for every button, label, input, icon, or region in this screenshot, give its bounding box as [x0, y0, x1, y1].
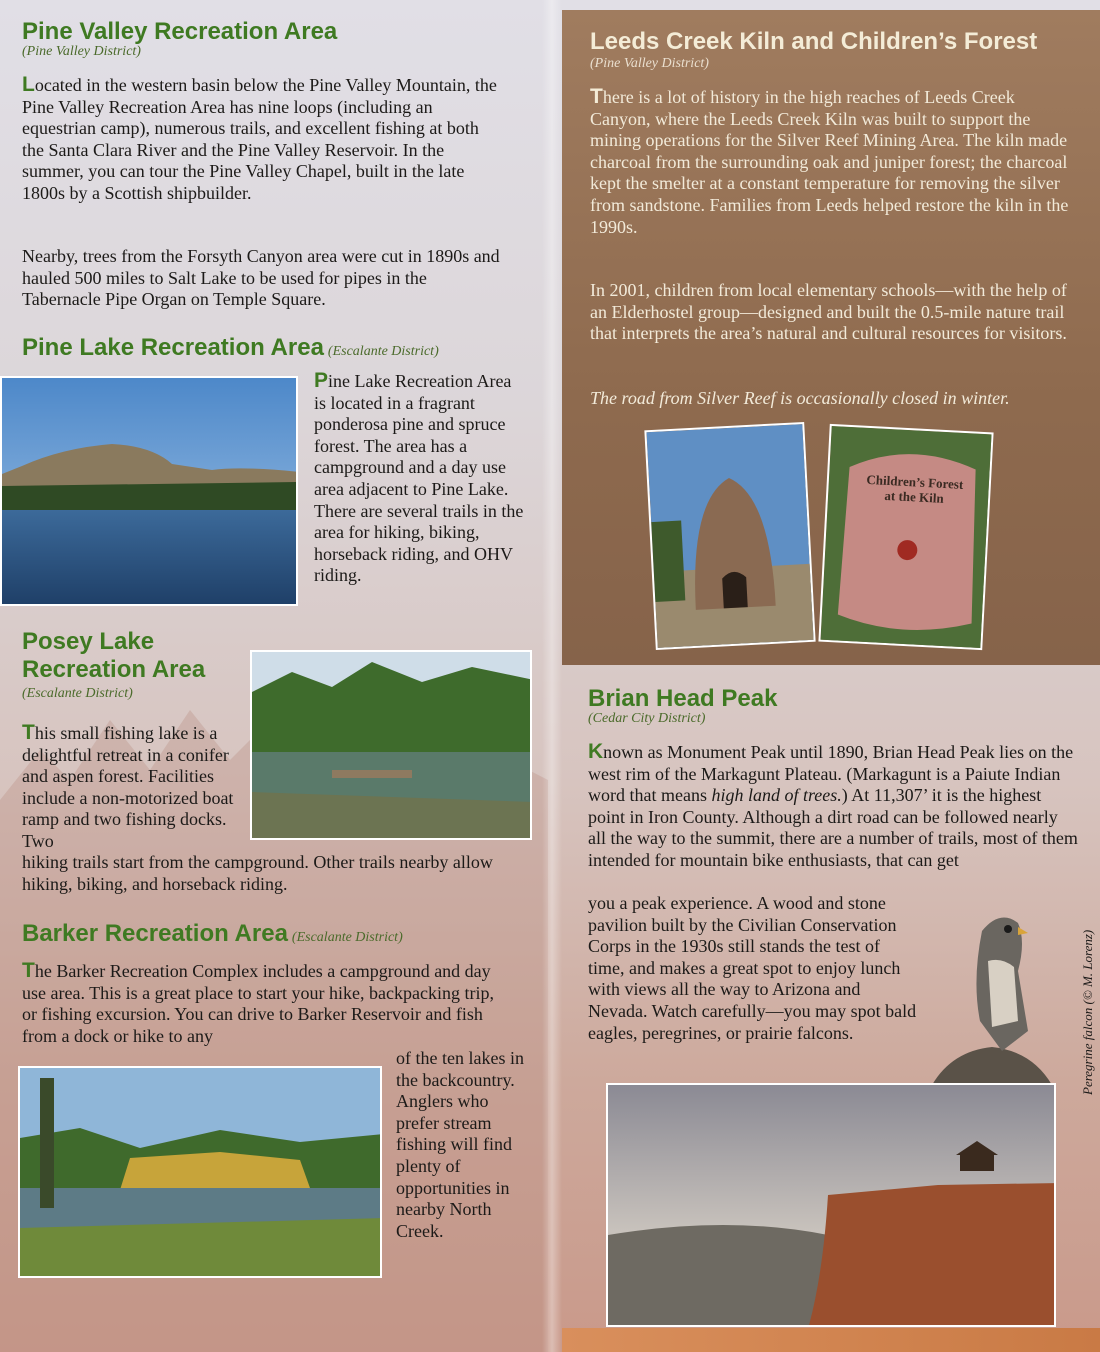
column-gutter — [542, 0, 562, 1352]
barker-photo — [18, 1066, 382, 1278]
dropcap: T — [590, 85, 603, 108]
barker-title: Barker Recreation Area — [22, 920, 288, 947]
left-column — [0, 0, 548, 1352]
pine-lake-title: Pine Lake Recreation Area — [22, 334, 324, 361]
paragraph-text: his small fishing lake is a delightful retreat in a conifer and aspen forest. Facilities include a non-motorized boat ramp and two fishing docks. Two — [22, 723, 234, 851]
barker-heading — [22, 920, 403, 948]
brian-head-section — [562, 665, 1100, 1352]
leeds-creek-panel — [562, 10, 1100, 665]
brian-head-district: (Cedar City District) — [588, 711, 706, 726]
kiln-photo — [644, 422, 815, 650]
dropcap: T — [22, 721, 35, 744]
paragraph-text: ocated in the western basin below the Pine Valley Mountain, the Pine Valley Recreation Area has nine loops (including an equestrian camp), numerous trails, and excellent fishing at both the Santa Clara River and the Pine Valley Reservoir. In the summer, you can tour the Pine Valley Chapel, built in the late 1800s by a Scottish shipbuilder. — [22, 75, 497, 203]
posey-lake-title-line-1: Posey Lake — [22, 628, 155, 655]
pine-lake-district: (Escalante District) — [327, 344, 439, 359]
posey-lake-district: (Escalante District) — [22, 686, 133, 701]
sign-line-2: at the Kiln — [884, 487, 945, 506]
dropcap: L — [22, 73, 35, 96]
leeds-paragraph-1 — [590, 86, 1070, 238]
paragraph-text: ine Lake Recreation Area is located in a fragrant ponderosa pine and spruce forest. The area has a campground and a day use area adjacent to Pine Lake. There are several trails in the area for hiking, biking, horseback riding, and OHV riding. — [314, 371, 524, 586]
childrens-forest-sign-photo — [818, 424, 993, 650]
peregrine-falcon-image — [922, 901, 1062, 1085]
falcon-photo-credit: Peregrine falcon (© M. Lorenz) — [1080, 929, 1095, 1095]
leeds-paragraph-2: In 2001, children from local elementary schools—with the help of an Elderhostel group—designed and built the 0.5-mile nature trail that interprets the area’s natural and cultural resources for visitors. — [590, 280, 1067, 344]
brian-head-title: Brian Head Peak — [588, 685, 778, 712]
leeds-winter-note: The road from Silver Reef is occasionally closed in winter. — [590, 388, 1010, 408]
paragraph-text: here is a lot of history in the high reaches of Leeds Creek Canyon, where the Leeds Creek Kiln was built to support the mining operations for the Silver Reef Mining Area. The kiln made charcoal from the surrounding oak and juniper forest; the charcoal kept the smelter at a constant temperature for removing the silver from sandstone. Families from Leeds helped restore the kiln in the 1990s. — [590, 87, 1069, 237]
posey-lake-photo — [250, 650, 532, 840]
pine-lake-photo — [0, 376, 298, 606]
pine-valley-district: (Pine Valley District) — [22, 44, 141, 59]
dropcap: K — [588, 740, 604, 763]
leeds-title: Leeds Creek Kiln and Children’s Forest — [590, 28, 1038, 55]
posey-lake-paragraph-1 — [22, 722, 242, 853]
brian-head-paragraph-2: you a peak experience. A wood and stone pavilion built by the Civilian Conservation Corps in the 1930s still stands the test of time, and makes a great spot to enjoy lunch with views all the way to Arizona and Nevada. Watch carefully—you may spot bald eagles, peregrines, or prairie falcons. — [588, 893, 917, 1043]
pine-valley-paragraph-2: Nearby, trees from the Forsyth Canyon area were cut in 1890s and hauled 500 miles to Salt Lake to be used for pipes in the Tabernacle Pipe Organ on Temple Square. — [22, 246, 500, 310]
posey-lake-paragraph-2: hiking trails start from the campground. Other trails nearby allow hiking, biking, and horseback riding. — [22, 852, 493, 894]
footer-accent-band — [562, 1328, 1100, 1352]
emphasis-text: high land of trees. — [711, 785, 842, 806]
brian-head-paragraph-1 — [588, 741, 1080, 872]
posey-lake-title-line-2: Recreation Area — [22, 656, 206, 683]
paragraph-text: he Barker Recreation Complex includes a campground and day use area. This is a great place to start your hike, backpacking trip, or fishing excursion. You can drive to Barker Reservoir and fish from a dock or hike to any — [22, 961, 494, 1046]
leeds-district: (Pine Valley District) — [590, 56, 709, 71]
brian-head-peak-photo — [606, 1083, 1056, 1327]
paragraph-text: nown as Monument Peak until 1890, Brian Head Peak lies on the west rim of the Markagunt Plateau. (Markagunt is a Paiute Indian word that means — [588, 742, 1074, 806]
paragraph-text: ) At 11,307’ it is the highest point in Iron County. Although a dirt road can be followed nearly all the way to the summit, there are a number of trails, most of them intended for mountain bike enthusiasts, that can get — [588, 785, 1078, 870]
pine-valley-title: Pine Valley Recreation Area — [22, 18, 338, 45]
barker-paragraph-2: of the ten lakes in the backcountry. Anglers who prefer stream fishing will find plenty of opportunities in nearby North Creek. — [396, 1048, 524, 1241]
pine-valley-paragraph-1 — [22, 74, 502, 205]
pine-lake-paragraph — [314, 370, 524, 587]
dropcap: T — [22, 959, 35, 982]
sign-text — [854, 471, 975, 507]
pine-lake-heading — [22, 334, 439, 362]
dropcap: P — [314, 369, 329, 392]
barker-paragraph-1 — [22, 960, 512, 1047]
sign-line-1: Children’s Forest — [866, 471, 964, 492]
barker-district: (Escalante District) — [291, 930, 403, 945]
